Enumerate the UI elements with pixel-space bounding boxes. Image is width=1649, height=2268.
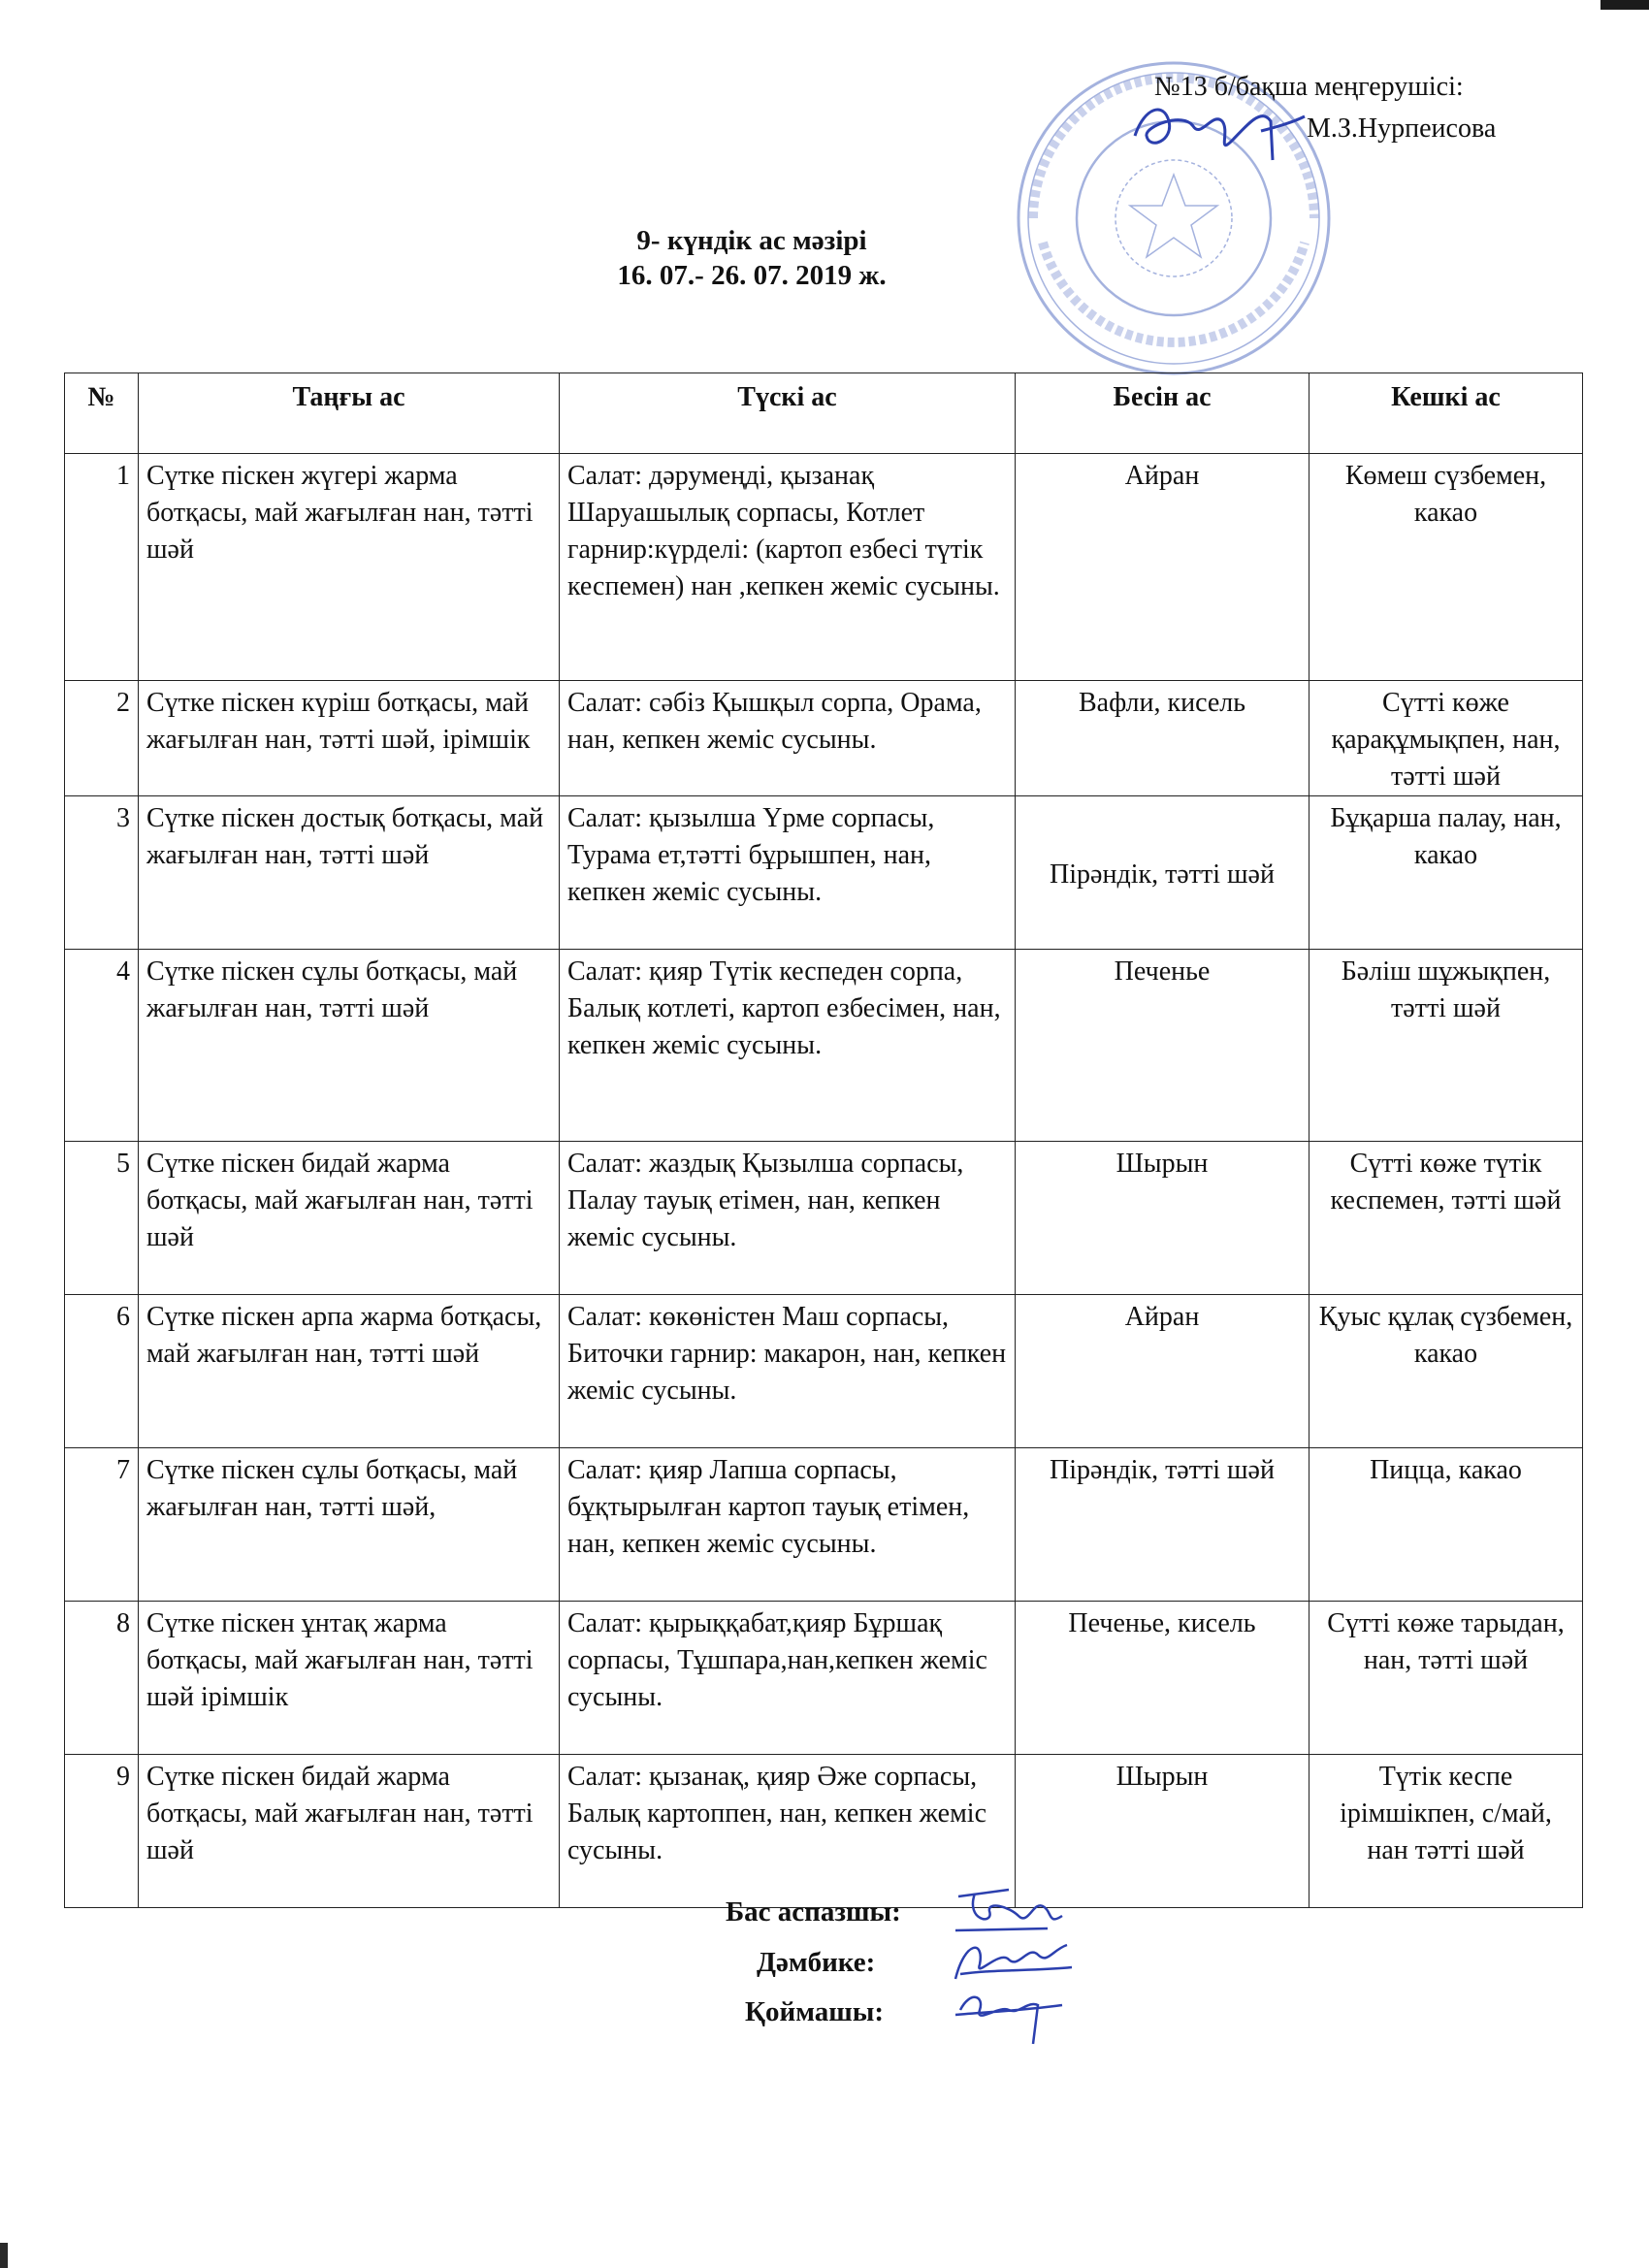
lunch-cell: Салат: көкөністен Маш сорпасы, Биточки гарнир: макарон, нан, кепкен жеміс сусыны. — [560, 1295, 1016, 1448]
storekeeper-signature — [951, 1981, 1067, 2049]
dinner-cell: Сүтті көже түтік кеспемен, тәтті шәй — [1310, 1142, 1583, 1295]
row-number: 4 — [65, 950, 139, 1142]
approval-name: М.З.Нурпеисова — [1307, 113, 1497, 144]
table-row — [65, 950, 1583, 1142]
snack-cell: Айран — [1016, 1295, 1310, 1448]
breakfast-cell: Сүтке піскен сұлы ботқасы, май жағылған нан, тәтті шәй, — [139, 1448, 560, 1602]
dinner-cell: Пицца, какао — [1310, 1448, 1583, 1602]
snack-cell: Айран — [1016, 454, 1310, 681]
table-row — [65, 1295, 1583, 1448]
menu-title: 9- күндік ас мәзірі — [636, 225, 867, 256]
chef-label: Бас аспазшы: — [726, 1896, 901, 1928]
dinner-cell: Көмеш сүзбемен, какао — [1310, 454, 1583, 681]
table-row — [65, 1448, 1583, 1602]
header-breakfast: Таңғы ас — [139, 373, 560, 454]
table-row — [65, 681, 1583, 796]
breakfast-cell: Сүтке піскен арпа жарма ботқасы, май жағылған нан, тәтті шәй — [139, 1295, 560, 1448]
dinner-cell: Сүтті көже тарыдан, нан, тәтті шәй — [1310, 1602, 1583, 1755]
dinner-cell: Түтік кеспе ірімшікпен, с/май, нан тәтті шәй — [1310, 1755, 1583, 1908]
dinner-cell: Сүтті көже қарақұмықпен, нан, тәтті шәй — [1310, 681, 1583, 796]
scan-corner-mark — [1600, 0, 1649, 10]
table-header-row — [65, 373, 1583, 454]
scan-edge-mark — [0, 2243, 8, 2268]
breakfast-cell: Сүтке піскен бидай жарма ботқасы, май жағылған нан, тәтті шәй — [139, 1755, 560, 1908]
table-row — [65, 796, 1583, 950]
header-lunch: Түскі ас — [560, 373, 1016, 454]
dinner-cell: Бәліш шұжықпен, тәтті шәй — [1310, 950, 1583, 1142]
row-number: 3 — [65, 796, 139, 950]
table-row — [65, 1602, 1583, 1755]
menu-dates: 16. 07.- 26. 07. 2019 ж. — [617, 260, 887, 291]
snack-cell: Пірәндік, тәтті шәй — [1016, 796, 1310, 950]
header-snack: Бесін ас — [1016, 373, 1310, 454]
header-dinner: Кешкі ас — [1310, 373, 1583, 454]
breakfast-cell: Сүтке піскен жүгері жарма ботқасы, май жағылған нан, тәтті шәй — [139, 454, 560, 681]
cook-label: Дәмбике: — [757, 1947, 876, 1978]
cook-signature — [946, 1930, 1082, 1989]
header-number: № — [65, 373, 139, 454]
dinner-cell: Қуыс құлақ сүзбемен, какао — [1310, 1295, 1583, 1448]
lunch-cell: Салат: қызылша Үрме сорпасы, Турама ет,тәтті бұрышпен, нан, кепкен жеміс сусыны. — [560, 796, 1016, 950]
snack-cell: Печенье — [1016, 950, 1310, 1142]
breakfast-cell: Сүтке піскен бидай жарма ботқасы, май жағылған нан, тәтті шәй — [139, 1142, 560, 1295]
breakfast-cell: Сүтке піскен ұнтақ жарма ботқасы, май жағылған нан, тәтті шәй ірімшік — [139, 1602, 560, 1755]
snack-cell: Печенье, кисель — [1016, 1602, 1310, 1755]
lunch-cell: Салат: қызанақ, қияр Әже сорпасы, Балық картоппен, нан, кепкен жеміс сусыны. — [560, 1755, 1016, 1908]
table-row — [65, 1142, 1583, 1295]
row-number: 8 — [65, 1602, 139, 1755]
snack-cell: Шырын — [1016, 1755, 1310, 1908]
dinner-cell: Бұқарша палау, нан, какао — [1310, 796, 1583, 950]
lunch-cell: Салат: қияр Лапша сорпасы, бұқтырылған картоп тауық етімен, нан, кепкен жеміс сусыны. — [560, 1448, 1016, 1602]
breakfast-cell: Сүтке піскен күріш ботқасы, май жағылған нан, тәтті шәй, ірімшік — [139, 681, 560, 796]
breakfast-cell: Сүтке піскен сұлы ботқасы, май жағылған нан, тәтті шәй — [139, 950, 560, 1142]
snack-cell: Шырын — [1016, 1142, 1310, 1295]
lunch-cell: Салат: қырыққабат,қияр Бұршақ сорпасы, Тұшпара,нан,кепкен жеміс сусыны. — [560, 1602, 1016, 1755]
row-number: 9 — [65, 1755, 139, 1908]
lunch-cell: Салат: жаздық Қызылша сорпасы, Палау тауық етімен, нан, кепкен жеміс сусыны. — [560, 1142, 1016, 1295]
document-title — [0, 223, 1649, 293]
lunch-cell: Салат: сәбіз Қышқыл сорпа, Орама, нан, кепкен жеміс сусыны. — [560, 681, 1016, 796]
row-number: 1 — [65, 454, 139, 681]
approval-position: №13 б/бақша меңгерушісі: — [1154, 72, 1464, 102]
lunch-cell: Салат: дәрумеңді, қызанақ Шаруашылық сорпасы, Котлет гарнир:күрделі: (картоп езбесі түтік кеспемен) нан ,кепкен жеміс сусыны. — [560, 454, 1016, 681]
row-number: 7 — [65, 1448, 139, 1602]
table-row — [65, 1755, 1583, 1908]
lunch-cell: Салат: қияр Түтік кеспеден сорпа, Балық котлеті, картоп езбесімен, нан, кепкен жеміс сусыны. — [560, 950, 1016, 1142]
row-number: 2 — [65, 681, 139, 796]
row-number: 5 — [65, 1142, 139, 1295]
snack-cell: Пірәндік, тәтті шәй — [1016, 1448, 1310, 1602]
menu-table — [64, 373, 1583, 1908]
breakfast-cell: Сүтке піскен достық ботқасы, май жағылған нан, тәтті шәй — [139, 796, 560, 950]
snack-cell: Вафли, кисель — [1016, 681, 1310, 796]
row-number: 6 — [65, 1295, 139, 1448]
table-row — [65, 454, 1583, 681]
storekeeper-label: Қоймашы: — [745, 1996, 885, 2027]
